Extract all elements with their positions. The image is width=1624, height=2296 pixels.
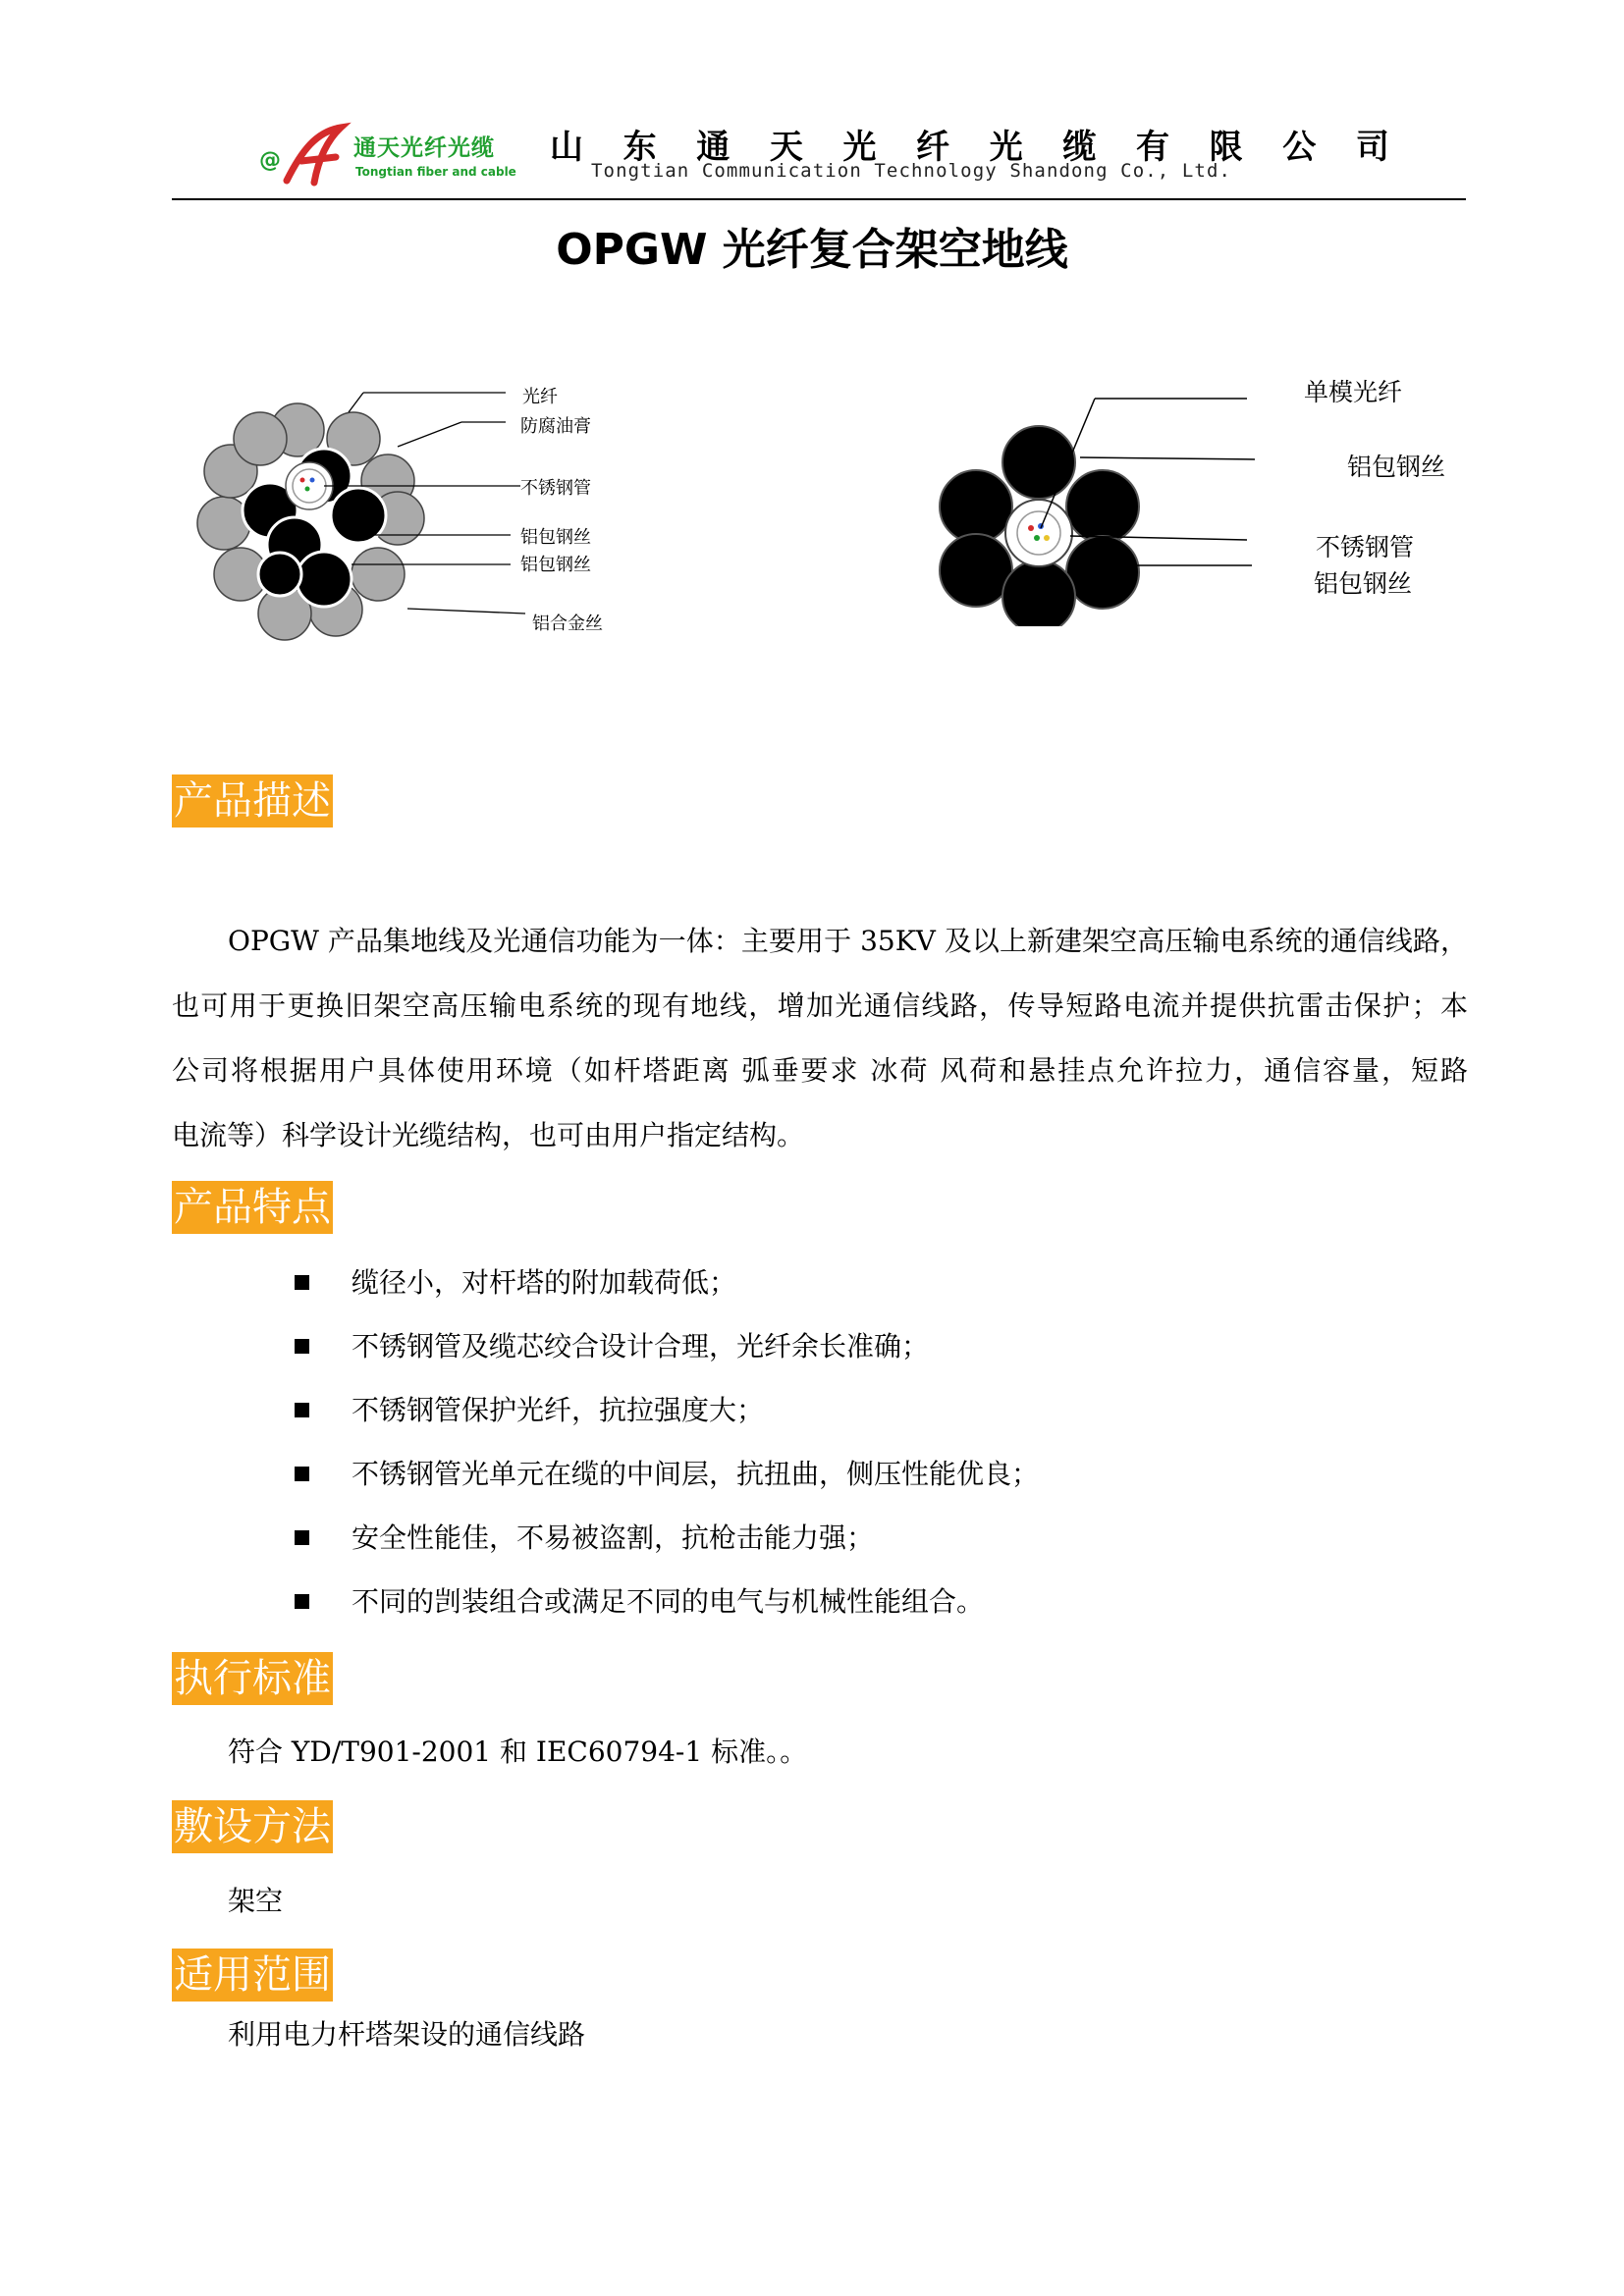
section-heading-laying: 敷设方法 bbox=[172, 1800, 333, 1853]
paragraph-line: 也可用于更换旧架空高压输电系统的现有地线，增加光通信线路，传导短路电流并提供抗雷击保护；本 bbox=[172, 989, 1468, 1022]
label-optical-fiber: 光纤 bbox=[522, 387, 558, 407]
feature-item bbox=[295, 1570, 1039, 1633]
feature-text: 缆径小，对杆塔的附加载荷低； bbox=[352, 1266, 737, 1299]
label-anticorrosion-grease: 防腐油膏 bbox=[520, 416, 591, 437]
company-char: 纤 bbox=[916, 128, 950, 167]
feature-list bbox=[295, 1251, 1039, 1633]
company-char: 限 bbox=[1209, 128, 1243, 167]
description-paragraph bbox=[172, 909, 1468, 1168]
feature-item bbox=[295, 1506, 1039, 1570]
feature-item bbox=[295, 1442, 1039, 1506]
cross-section-diagram-2 bbox=[923, 371, 1453, 626]
header-divider bbox=[172, 198, 1466, 200]
company-char: 通 bbox=[696, 128, 731, 167]
cross-section-diagram-1 bbox=[177, 378, 638, 672]
paragraph-line: OPGW 产品集地线及光通信功能为一体：主要用于 35KV 及以上新建架空高压输电系统的通信线路， bbox=[228, 925, 1468, 957]
square-bullet-icon bbox=[295, 1339, 309, 1354]
company-char: 光 bbox=[842, 128, 877, 167]
feature-text: 不锈钢管保护光纤，抗拉强度大； bbox=[352, 1394, 765, 1426]
square-bullet-icon bbox=[295, 1275, 309, 1290]
logo-name-en: Tongtian fiber and cable bbox=[355, 165, 516, 179]
logo-name-cn: 通天光纤光缆 bbox=[353, 135, 495, 161]
feature-text: 不同的剀装组合或满足不同的电气与机械性能组合。 bbox=[352, 1585, 985, 1618]
company-char: 司 bbox=[1355, 128, 1389, 167]
label-stainless-tube: 不锈钢管 bbox=[1316, 533, 1415, 561]
label-al-clad-steel-top: 铝包钢丝 bbox=[1347, 453, 1446, 481]
svg-text:@: @ bbox=[259, 148, 281, 173]
document-title: OPGW 光纤复合架空地线 bbox=[556, 225, 1068, 275]
section-heading-features: 产品特点 bbox=[172, 1181, 333, 1234]
label-al-clad-steel-1: 铝包钢丝 bbox=[520, 527, 591, 548]
feature-text: 不锈钢管光单元在缆的中间层，抗扭曲，侧压性能优良； bbox=[352, 1458, 1040, 1490]
label-al-alloy-wire: 铝合金丝 bbox=[532, 614, 603, 634]
company-name-en: Tongtian Communication Technology Shandong Co., Ltd. bbox=[591, 160, 1232, 182]
label-al-clad-steel-bottom: 铝包钢丝 bbox=[1314, 569, 1413, 598]
company-char: 有 bbox=[1136, 128, 1169, 167]
section-heading-standard: 执行标准 bbox=[172, 1652, 333, 1705]
feature-text: 安全性能佳，不易被盗割，抗枪击能力强； bbox=[352, 1522, 875, 1554]
standard-text: 符合 YD/T901-2001 和 IEC60794-1 标准。。 bbox=[228, 1735, 808, 1768]
company-char: 东 bbox=[623, 128, 657, 167]
application-text: 利用电力杆塔架设的通信线路 bbox=[228, 2018, 586, 2051]
square-bullet-icon bbox=[295, 1530, 309, 1545]
paragraph-line: 公司将根据用户具体使用环境（如杆塔距离 弧垂要求 冰荷 风荷和悬挂点允许拉力，通信容量，短路 bbox=[172, 1054, 1468, 1087]
label-single-mode-fiber: 单模光纤 bbox=[1304, 378, 1403, 406]
paragraph-line: 电流等）科学设计光缆结构，也可由用户指定结构。 bbox=[172, 1119, 805, 1151]
square-bullet-icon bbox=[295, 1467, 309, 1481]
company-char: 公 bbox=[1282, 128, 1317, 167]
company-char: 山 bbox=[550, 128, 583, 167]
feature-item bbox=[295, 1314, 1039, 1378]
square-bullet-icon bbox=[295, 1403, 309, 1417]
laying-text: 架空 bbox=[228, 1885, 284, 1917]
square-bullet-icon bbox=[295, 1594, 309, 1609]
company-char: 缆 bbox=[1062, 128, 1097, 167]
label-al-clad-steel-2: 铝包钢丝 bbox=[520, 555, 591, 575]
section-heading-application: 适用范围 bbox=[172, 1949, 333, 2002]
feature-text: 不锈钢管及缆芯绞合设计合理，光纤余长准确； bbox=[352, 1330, 930, 1362]
label-stainless-tube: 不锈钢管 bbox=[520, 478, 591, 499]
section-heading-description: 产品描述 bbox=[172, 774, 333, 828]
company-char: 光 bbox=[989, 128, 1023, 167]
feature-item bbox=[295, 1378, 1039, 1442]
company-char: 天 bbox=[769, 128, 803, 167]
feature-item bbox=[295, 1251, 1039, 1314]
